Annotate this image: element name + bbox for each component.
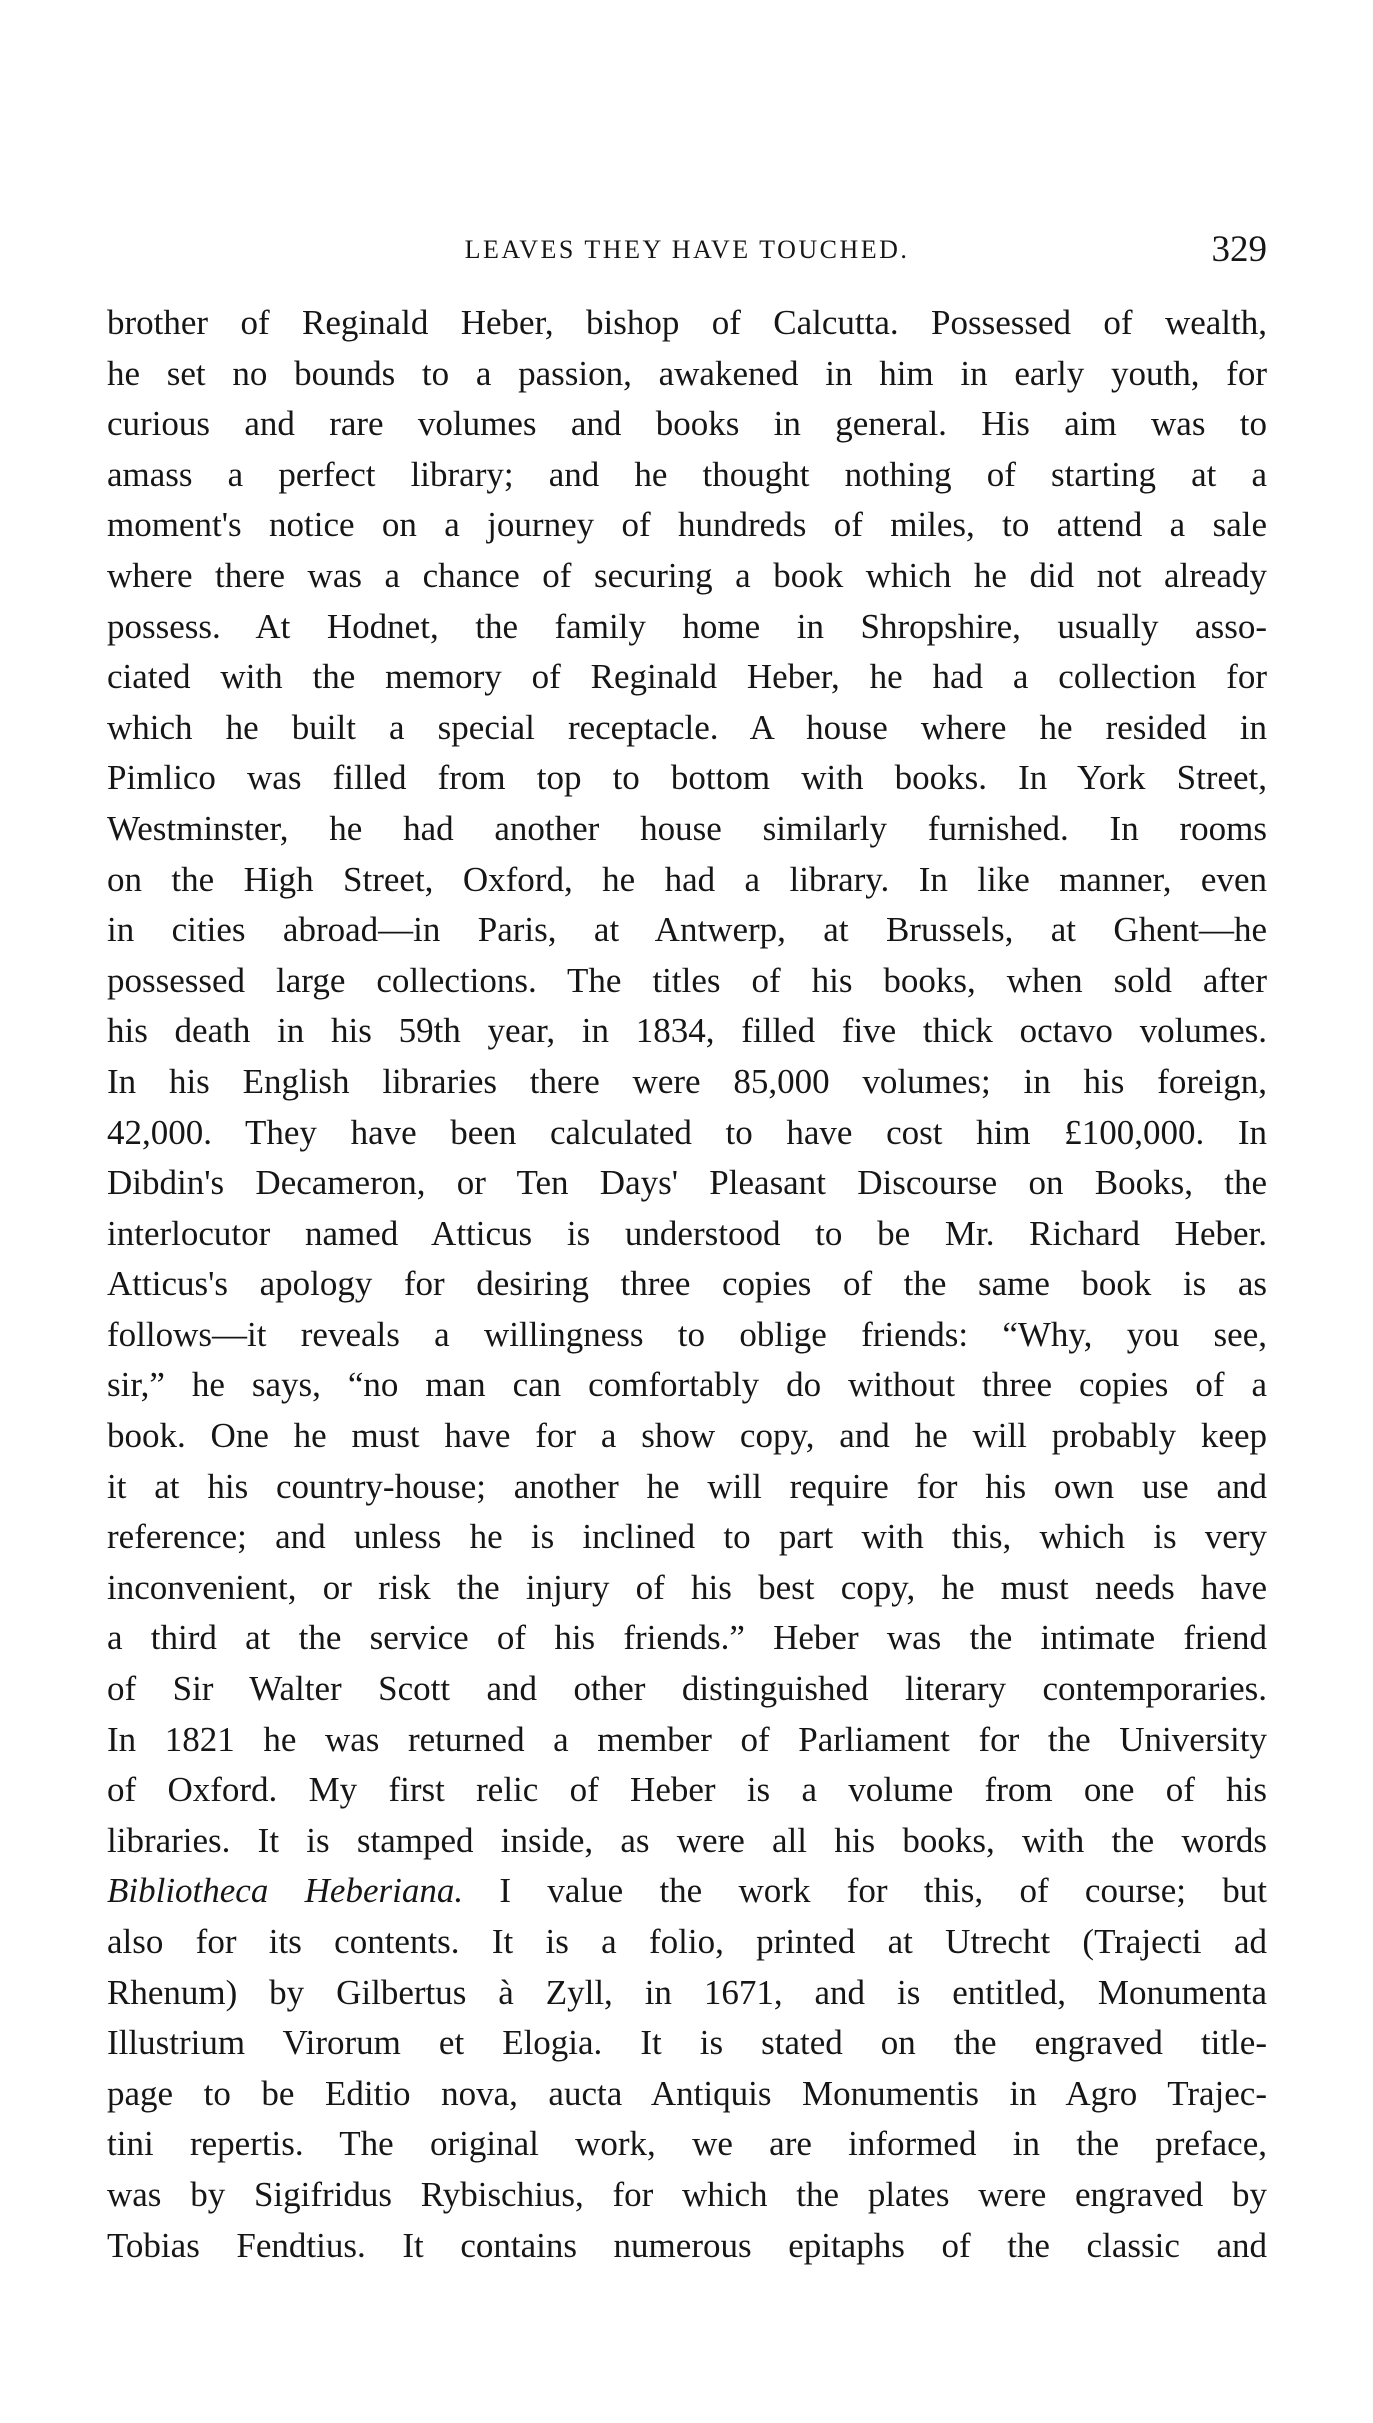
text-line: 42,000. They have been calculated to have cost him £100,000. In (107, 1112, 1267, 1152)
text-line: inconvenient, or risk the injury of his best copy, he must needs have (107, 1567, 1267, 1607)
text-line: his death in his 59th year, in 1834, filled five thick octavo volumes. (107, 1011, 1267, 1051)
text-line: Dibdin's Decameron, or Ten Days' Pleasant Discourse on Books, the (107, 1163, 1267, 1203)
text-line: it at his country-house; another he will require for his own use and (107, 1466, 1267, 1506)
text-line: In 1821 he was returned a member of Parliament for the University (107, 1719, 1267, 1759)
text-line: amass a perfect library; and he thought nothing of starting at a (107, 454, 1267, 494)
text-line: ciated with the memory of Reginald Heber, he had a collection for (107, 657, 1267, 697)
text-line: of Oxford. My first relic of Heber is a volume from one of his (107, 1770, 1267, 1810)
text-line: where there was a chance of securing a book which he did not already (107, 555, 1267, 595)
text-line: Pimlico was filled from top to bottom with books. In York Street, (107, 758, 1267, 798)
text-line: also for its contents. It is a folio, printed at Utrecht (Trajecti ad (107, 1922, 1267, 1961)
text-line: follows—it reveals a willingness to oblige friends: “Why, you see, (107, 1314, 1267, 1354)
text-line: which he built a special receptacle. A house where he resided in (107, 707, 1267, 747)
running-head: LEAVES THEY HAVE TOUCHED. (464, 235, 910, 264)
text-line: on the High Street, Oxford, he had a library. In like manner, even (107, 859, 1267, 899)
text-line: Westminster, he had another house similarly furnished. In rooms (107, 808, 1267, 848)
text-line: possessed large collections. The titles of his books, when sold after (107, 960, 1267, 1000)
text-line: sir,” he says, “no man can comfortably do without three copies of a (107, 1365, 1267, 1405)
text-line: Tobias Fendtius. It contains numerous epitaphs of the classic and (107, 2225, 1267, 2265)
text-line: In his English libraries there were 85,000 volumes; in his foreign, (107, 1061, 1267, 1101)
page-header (107, 228, 1267, 272)
text-line: reference; and unless he is inclined to part with this, which is very (107, 1517, 1267, 1557)
text-line: tini repertis. The original work, we are informed in the preface, (107, 2124, 1267, 2164)
italic-phrase: Bibliotheca Heberiana. (107, 1871, 464, 1911)
text-line: page to be Editio nova, aucta Antiquis Monumentis in Agro Trajec- (107, 2073, 1267, 2113)
text-line: interlocutor named Atticus is understood to be Mr. Richard Heber. (107, 1213, 1267, 1253)
text-line: of Sir Walter Scott and other distinguished literary contemporaries. (107, 1669, 1267, 1709)
text-line: a third at the service of his friends.” Heber was the intimate friend (107, 1618, 1267, 1658)
text-line: was by Sigifridus Rybischius, for which the plates were engraved by (107, 2174, 1267, 2214)
text-line-remainder: I value the work for this, of course; but (499, 1871, 1268, 1911)
text-line-with-italic (107, 1866, 1267, 1917)
text-line: Atticus's apology for desiring three copies of the same book is as (107, 1264, 1267, 1304)
text-line: brother of Reginald Heber, bishop of Calcutta. Possessed of wealth, (107, 303, 1267, 342)
text-line: Illustrium Virorum et Elogia. It is stated on the engraved title- (107, 2023, 1267, 2063)
text-line: curious and rare volumes and books in general. His aim was to (107, 404, 1267, 444)
body-text (107, 298, 1267, 2271)
text-line: moment's notice on a journey of hundreds of miles, to attend a sale (107, 505, 1267, 545)
page-number: 329 (1211, 229, 1267, 270)
text-line: book. One he must have for a show copy, and he will probably keep (107, 1416, 1267, 1456)
text-line: in cities abroad—in Paris, at Antwerp, at Brussels, at Ghent—he (107, 910, 1267, 950)
text-line: libraries. It is stamped inside, as were all his books, with the words (107, 1820, 1267, 1860)
text-line: he set no bounds to a passion, awakened in him in early youth, for (107, 353, 1267, 393)
text-line: possess. At Hodnet, the family home in Shropshire, usually asso- (107, 606, 1267, 646)
text-line: Rhenum) by Gilbertus à Zyll, in 1671, and is entitled, Monumenta (107, 1972, 1267, 2012)
